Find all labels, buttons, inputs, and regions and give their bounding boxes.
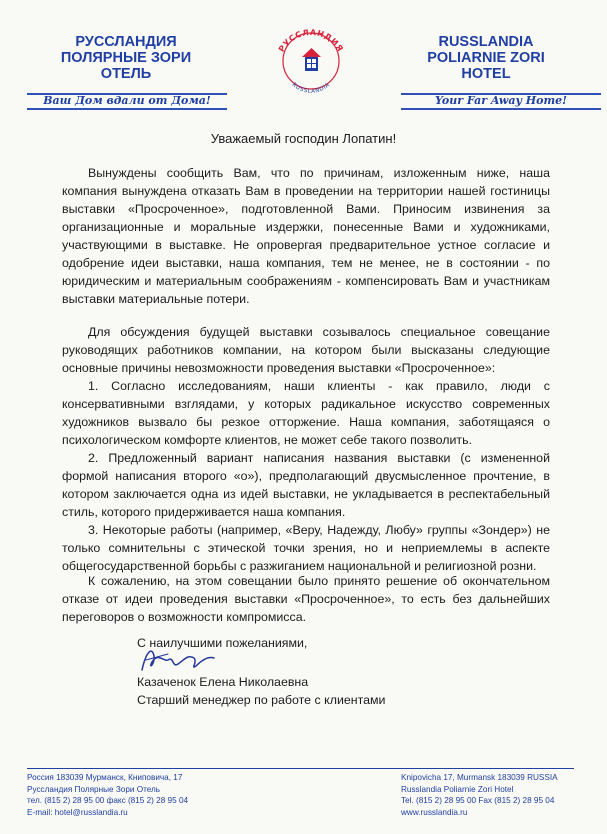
footer-en-address: Knipovicha 17, Murmansk 183039 RUSSIA — [401, 773, 558, 782]
footer-ru-phone: тел. (815 2) 28 95 00 факс (815 2) 28 95 04 — [27, 796, 189, 805]
reason-2: 2. Предложенный вариант написания названия выставки (с измененной формой написания второго «о»), предполагающий двусмысленное прочтение, в котором заключается одна из идей выставки, не укладывается в респектабельный стиль, которого придерживается наша компания. — [62, 451, 550, 519]
hotel-name-en-line3: HOTEL — [461, 66, 511, 82]
hotel-logo — [268, 18, 354, 104]
paragraph-2 — [62, 323, 550, 575]
logo-text-top: РУССЛАНДИЯ — [276, 27, 346, 54]
hotel-name-ru-line3: ОТЕЛЬ — [100, 66, 152, 82]
footer-ru-address: Россия 183039 Мурманск, Книповича, 17 — [27, 773, 183, 782]
signer-name: Казаченок Елена Николаевна — [137, 675, 309, 689]
hotel-name-ru-line2: ПОЛЯРНЫЕ ЗОРИ — [60, 50, 192, 66]
logo-text-bottom: RUSSLANDIA — [290, 81, 332, 95]
hotel-name-en-line1: RUSSLANDIA — [438, 34, 534, 50]
logo-house-icon — [305, 56, 318, 71]
closing: С наилучшими пожеланиями, — [137, 636, 308, 650]
paragraph-2-intro: Для обсуждения будущей выставки созывалось специальное совещание руководящих работников компании, на котором были высказаны следующие основные причины невозможности проведения выставки «Просроченное»: — [62, 325, 550, 375]
salutation: Уважаемый господин Лопатин! — [210, 131, 397, 146]
paragraph-3-text: К сожалению, на этом совещании было принято решение об окончательном отказе от идеи проведения выставки «Просроченное», то есть без дальнейших переговоров о возможности компромисса. — [62, 574, 550, 624]
reason-3: 3. Некоторые работы (например, «Веру, Надежду, Любу» группы «Зондер») не только сомнительны с этической точки зрения, но и неприемлемы в аспекте общегосударственной борьбы с разжиганием национальной и религиозной розни. — [62, 523, 550, 573]
footer-en-name: Russlandia Poliarnie Zori Hotel — [401, 784, 514, 794]
hotel-name-ru-line1: РУССЛАНДИЯ — [75, 34, 177, 50]
footer-divider — [27, 768, 574, 769]
hotel-name-en — [406, 34, 566, 82]
paragraph-1 — [62, 164, 550, 308]
svg-text:RUSSLANDIA — [291, 82, 332, 95]
footer-contacts-en — [401, 772, 558, 818]
footer-contacts-ru — [27, 772, 188, 818]
footer-ru-email: E-mail: hotel@russlandia.ru — [27, 807, 128, 817]
slogan-ru: Ваш Дом вдали от Дома! — [43, 94, 211, 107]
footer-ru-name: Руссландия Полярные Зори Отель — [27, 784, 161, 794]
hotel-name-ru — [46, 34, 206, 82]
reason-1: 1. Согласно исследованиям, наши клиенты - как правило, люди с консервативными взглядами, у которых радикальное искусство современных художников вызвало бы резкое отторжение. Наша компания, заботящаяся о психологическом комфорте клиентов, не может себе такого позволить. — [62, 379, 550, 447]
footer-en-website: www.russlandia.ru — [401, 807, 468, 817]
paragraph-1-text: Вынуждены сообщить Вам, что по причинам, изложенным ниже, наша компания вынуждена отказать Вам в проведении на территории нашей гостиницы выставки «Просроченное», подготовленной Вами. Приносим извинения за организационные и моральные издержки, понесенные Вами и художниками, участвующими в выставке. Не опровергая предварительное устное согласие и одобрение идеи выставки, наша компания, тем не менее, не в состоянии - по юридическим и материальным соображениям - компенсировать Вам и участникам выставки материальные потери. — [62, 166, 550, 306]
signer-position: Старший менеджер по работе с клиентами — [137, 693, 386, 707]
hotel-name-en-line2: POLIARNIE ZORI — [427, 50, 545, 66]
slogan-en: Your Far Away Home! — [435, 94, 567, 107]
handwritten-signature — [138, 640, 268, 680]
footer-en-phone: Tel. (815 2) 28 95 00 Fax (815 2) 28 95 04 — [401, 796, 555, 805]
paragraph-3 — [62, 572, 550, 626]
